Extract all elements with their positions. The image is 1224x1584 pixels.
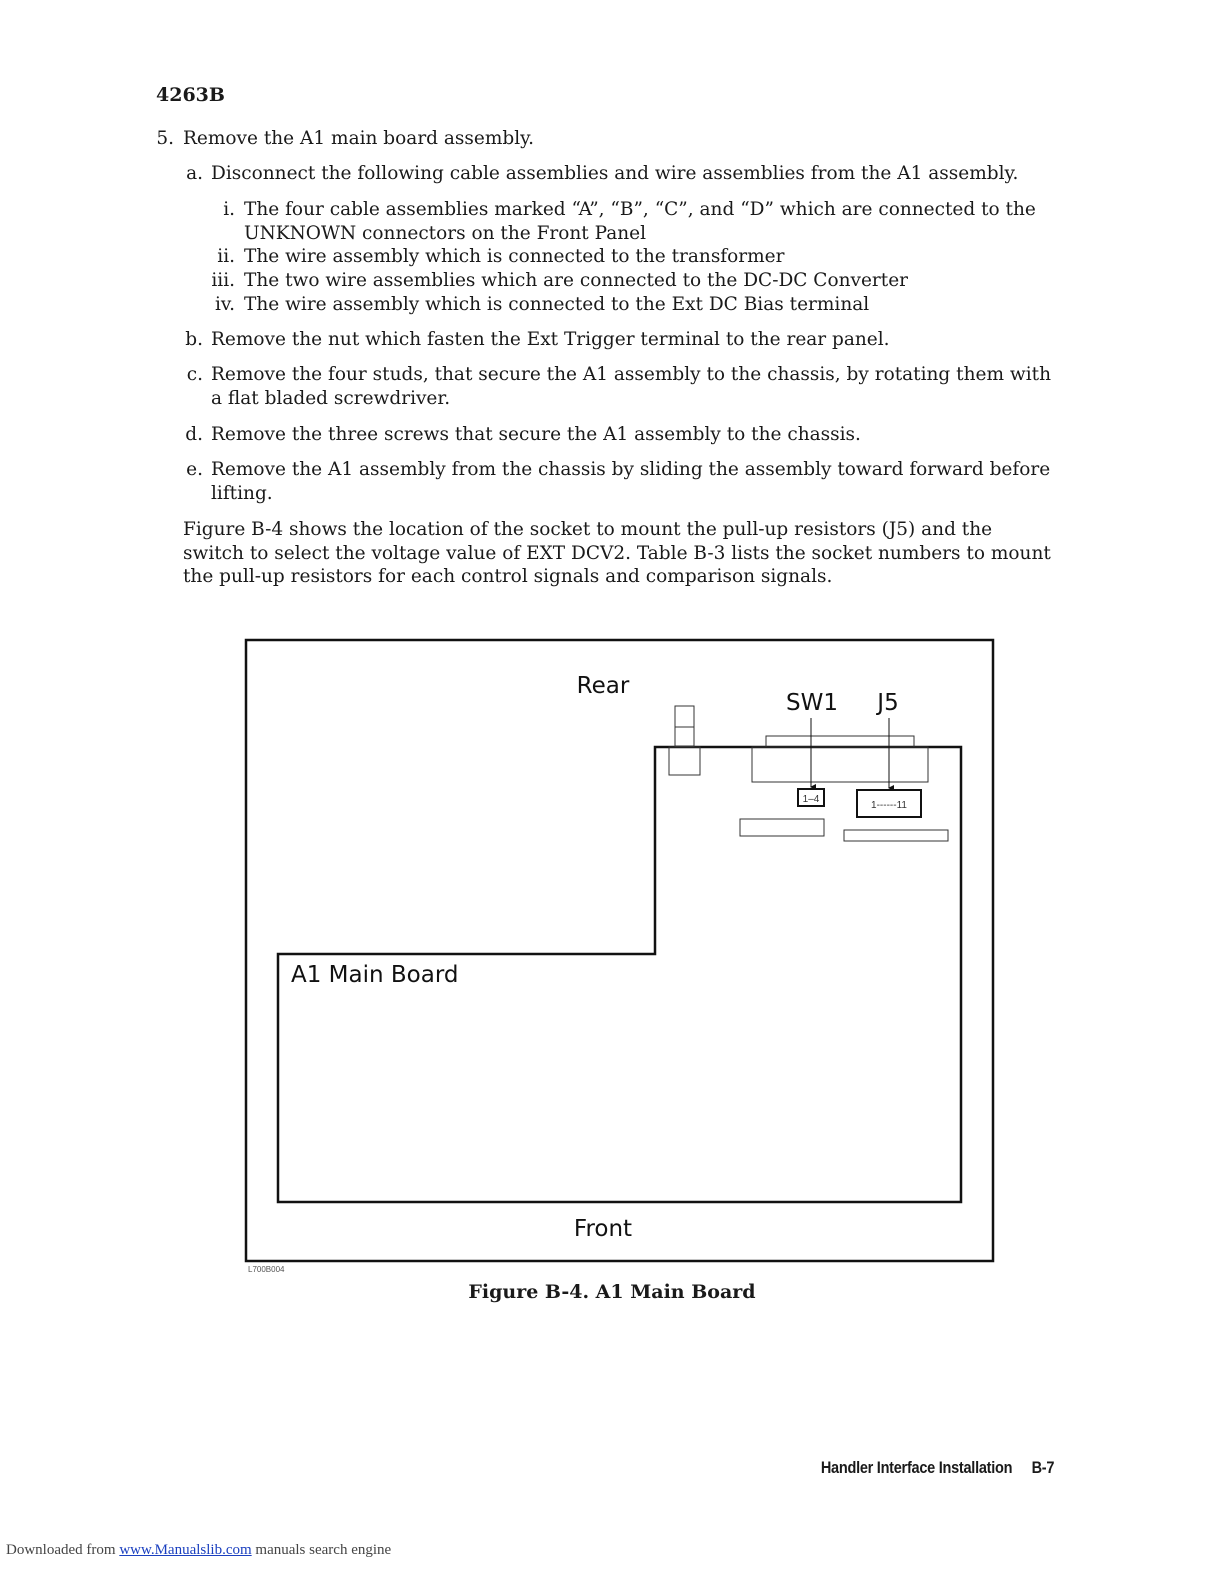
item-iii-text: The two wire assemblies which are connected to the DC-DC Converter xyxy=(244,270,908,291)
step-c-number: c. xyxy=(186,364,203,385)
figure-caption: Figure B-4. A1 Main Board xyxy=(468,1281,756,1303)
item-ii-number: ii. xyxy=(217,246,235,267)
j5-pins: 1------11 xyxy=(871,800,907,811)
component-block xyxy=(752,747,928,782)
sw1-pins: 1–4 xyxy=(802,794,820,805)
step-e-number: e. xyxy=(186,459,203,480)
paragraph-line-1: Figure B-4 shows the location of the socket to mount the pull-up resistors (J5) and the xyxy=(183,519,993,540)
model-number: 4263B xyxy=(156,84,225,106)
chassis-frame xyxy=(246,640,993,1261)
step-e-line-2: lifting. xyxy=(211,483,273,504)
step-b-text: Remove the nut which fasten the Ext Trigger terminal to the rear panel. xyxy=(211,329,890,350)
j5-label: J5 xyxy=(877,690,899,716)
step-b-number: b. xyxy=(185,329,203,350)
download-suffix: manuals search engine xyxy=(251,1542,392,1558)
item-iii-number: iii. xyxy=(211,270,235,291)
rear-label: Rear xyxy=(576,673,630,699)
component-strip-right xyxy=(844,830,948,841)
rear-connector-base xyxy=(669,747,700,775)
figure-id: L700B004 xyxy=(248,1265,285,1274)
page-footer xyxy=(821,1459,1054,1478)
manualslib-link[interactable]: www.Manualslib.com xyxy=(119,1542,252,1558)
step-d-number: d. xyxy=(185,424,203,445)
download-note xyxy=(6,1542,391,1559)
board-label: A1 Main Board xyxy=(291,962,459,988)
item-iv-number: iv. xyxy=(214,294,235,315)
step-e-line-1: Remove the A1 assembly from the chassis by sliding the assembly toward forward before xyxy=(211,459,1051,480)
step-c-line-2: a flat bladed screwdriver. xyxy=(211,388,451,409)
item-i-line-1: The four cable assemblies marked “A”, “B”, “C”, and “D” which are connected to the xyxy=(244,199,1036,220)
footer-section: Handler Interface Installation xyxy=(820,1459,1013,1477)
sw1-label: SW1 xyxy=(786,690,838,716)
step-a-number: a. xyxy=(186,163,203,184)
page-number: B-7 xyxy=(1031,1459,1054,1477)
step-5-text: Remove the A1 main board assembly. xyxy=(183,128,535,149)
step-c-line-1: Remove the four studs, that secure the A1 assembly to the chassis, by rotating them with xyxy=(211,364,1051,385)
component-strip-top xyxy=(766,736,914,747)
rear-connector xyxy=(675,706,694,746)
item-iv-text: The wire assembly which is connected to the Ext DC Bias terminal xyxy=(244,294,870,315)
step-d-text: Remove the three screws that secure the A1 assembly to the chassis. xyxy=(211,424,861,445)
paragraph-line-3: the pull-up resistors for each control signals and comparison signals. xyxy=(183,566,833,587)
step-a-text: Disconnect the following cable assemblies and wire assemblies from the A1 assembly. xyxy=(211,163,1019,184)
item-i-number: i. xyxy=(223,199,235,220)
item-i-line-2: UNKNOWN connectors on the Front Panel xyxy=(244,223,647,244)
front-label: Front xyxy=(573,1216,633,1242)
step-5-number: 5. xyxy=(156,128,174,149)
component-strip-left xyxy=(740,819,824,836)
item-ii-text: The wire assembly which is connected to the transformer xyxy=(244,246,785,267)
paragraph-line-2: switch to select the voltage value of EXT DCV2. Table B-3 lists the socket numbers to mount xyxy=(183,543,1051,564)
download-prefix: Downloaded from xyxy=(6,1542,120,1558)
